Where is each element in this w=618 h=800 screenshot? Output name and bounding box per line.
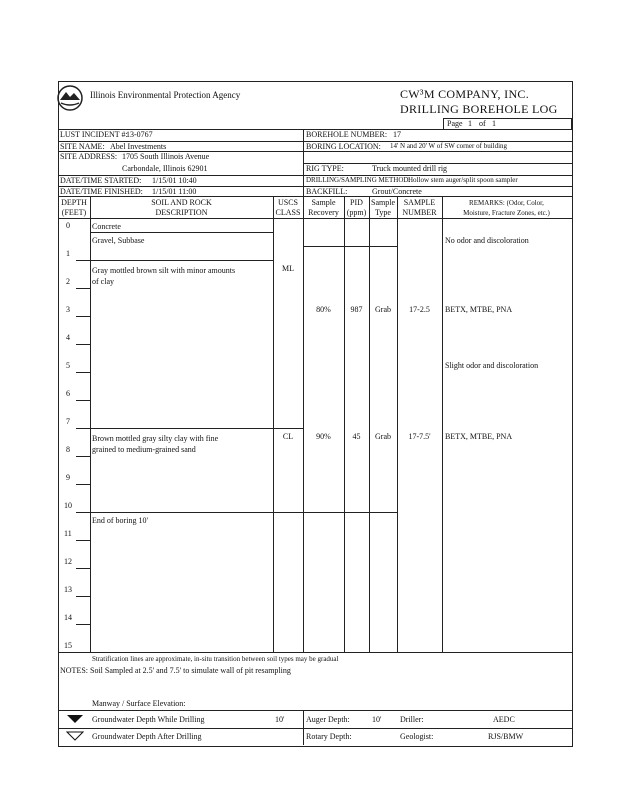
notes: NOTES: Soil Sampled at 2.5' and 7.5' to simulate wall of pit resampling [60,666,291,675]
depth-tick-0: 0 [66,221,70,230]
col-header-depth: DEPTH (FEET) [61,198,87,217]
remark-odor-1: No odor and discoloration [445,236,529,245]
col-header-soil: SOIL AND ROCK DESCRIPTION [151,198,212,217]
boring-location-value: 14' N and 20' W of SW corner of building [390,142,508,150]
gw-after-icon [66,729,84,739]
sample-1-number: 17-2.5 [409,305,430,314]
stratum-gravel: Gravel, Subbase [92,236,145,245]
drilling-method-value: Hollow stem auger/split spoon sampler [408,176,518,184]
log-title: DRILLING BOREHOLE LOG [400,102,558,116]
stratum-silt: Gray mottled brown silt with minor amounts of clay [92,266,236,286]
gw-while-value: 10' [275,715,285,724]
depth-tick-13: 13 [64,585,72,594]
date-finished-value: 1/15/01 11:00 [152,187,197,196]
depth-tick-2: 2 [66,277,70,286]
gw-after-label: Groundwater Depth After Drilling [92,732,202,741]
sample-1-remarks: BETX, MTBE, PNA [445,305,513,314]
sample-1-recovery: 80% [316,305,331,314]
page-of: of [479,119,486,128]
site-name-value: Abel Investments [110,142,167,151]
depth-tick-11: 11 [64,529,72,538]
depth-tick-8: 8 [66,445,70,454]
agency-name: Illinois Environmental Protection Agency [90,90,241,100]
borehole-number-value: 17 [393,130,401,139]
date-finished-label: DATE/TIME FINISHED: [60,187,143,196]
rotary-depth-label: Rotary Depth: [306,732,352,741]
depth-tick-5: 5 [66,361,70,370]
stratum-concrete: Concrete [92,222,121,231]
depth-tick-10: 10 [64,501,72,510]
drilling-method-label: DRILLING/SAMPLING METHOD: [306,176,411,184]
sample-2-remarks: BETX, MTBE, PNA [445,432,513,441]
date-started-label: DATE/TIME STARTED: [60,176,142,185]
sample-2-pid: 45 [352,432,361,441]
sample-1-pid: 987 [350,305,363,314]
col-header-remarks: REMARKS: (Odor, Color, Moisture, Fracture Zones, etc.) [463,199,550,217]
page-total: 1 [492,119,496,128]
uscs-cl: CL [282,432,294,441]
depth-tick-1: 1 [66,249,70,258]
gw-while-label: Groundwater Depth While Drilling [92,715,205,724]
sample-1-type: Grab [375,305,391,314]
site-name-label: SITE NAME: [60,142,105,151]
backfill-label: BACKFILL: [306,187,348,196]
boring-location-label: BORING LOCATION: [306,142,381,151]
auger-depth-label: Auger Depth: [306,715,350,724]
end-of-boring: End of boring 10' [92,516,148,525]
page-label: Page [447,119,463,128]
site-address-label: SITE ADDRESS: [60,152,118,161]
col-header-sample-type: Sample Type [371,198,395,217]
depth-tick-4: 4 [66,333,70,342]
page-current: 1 [468,119,472,128]
uscs-ml: ML [282,264,294,273]
geologist-label: Geologist: [400,732,434,741]
auger-depth-value: 10' [372,715,382,724]
depth-tick-15: 15 [64,641,72,650]
site-address-line2: Carbondale, Illinois 62901 [122,164,208,173]
sample-2-type: Grab [375,432,391,441]
lust-incident-value: 13-0767 [126,130,153,139]
sample-2-recovery: 90% [316,432,331,441]
lust-incident-label: LUST INCIDENT #: [60,130,128,139]
depth-tick-9: 9 [66,473,70,482]
stratification-footnote: Stratification lines are approximate, in-situ transition between soil types may be gradual [92,655,339,663]
remark-odor-2: Slight odor and discoloration [445,361,539,370]
manway-label: Manway / Surface Elevation: [92,699,186,708]
rig-type-value: Truck mounted drill rig [372,164,448,173]
backfill-value: Grout/Concrete [372,187,422,196]
site-address-line1: 1705 South Illinois Avenue [122,152,210,161]
borehole-number-label: BOREHOLE NUMBER: [306,130,388,139]
col-header-uscs: USCS CLASS [275,198,301,217]
depth-tick-7: 7 [66,417,70,426]
col-header-pid: PID (ppm) [346,198,367,217]
date-started-value: 1/15/01 10:40 [152,176,197,185]
depth-tick-12: 12 [64,557,72,566]
driller-label: Driller: [400,715,424,724]
gw-while-icon [66,712,84,722]
rig-type-label: RIG TYPE: [306,164,344,173]
col-header-recovery: Sample Recovery [308,198,339,217]
depth-tick-14: 14 [64,613,72,622]
depth-tick-3: 3 [66,305,70,314]
sample-2-number: 17-7.5' [408,432,431,441]
depth-tick-6: 6 [66,389,70,398]
geologist-value: RJS/BMW [488,732,524,741]
col-header-sample-number: SAMPLE NUMBER [402,198,437,217]
company-name: CW³M COMPANY, INC. [400,87,530,101]
stratum-clay: Brown mottled gray silty clay with fine grained to medium-grained sand [92,434,219,454]
driller-value: AEDC [493,715,515,724]
